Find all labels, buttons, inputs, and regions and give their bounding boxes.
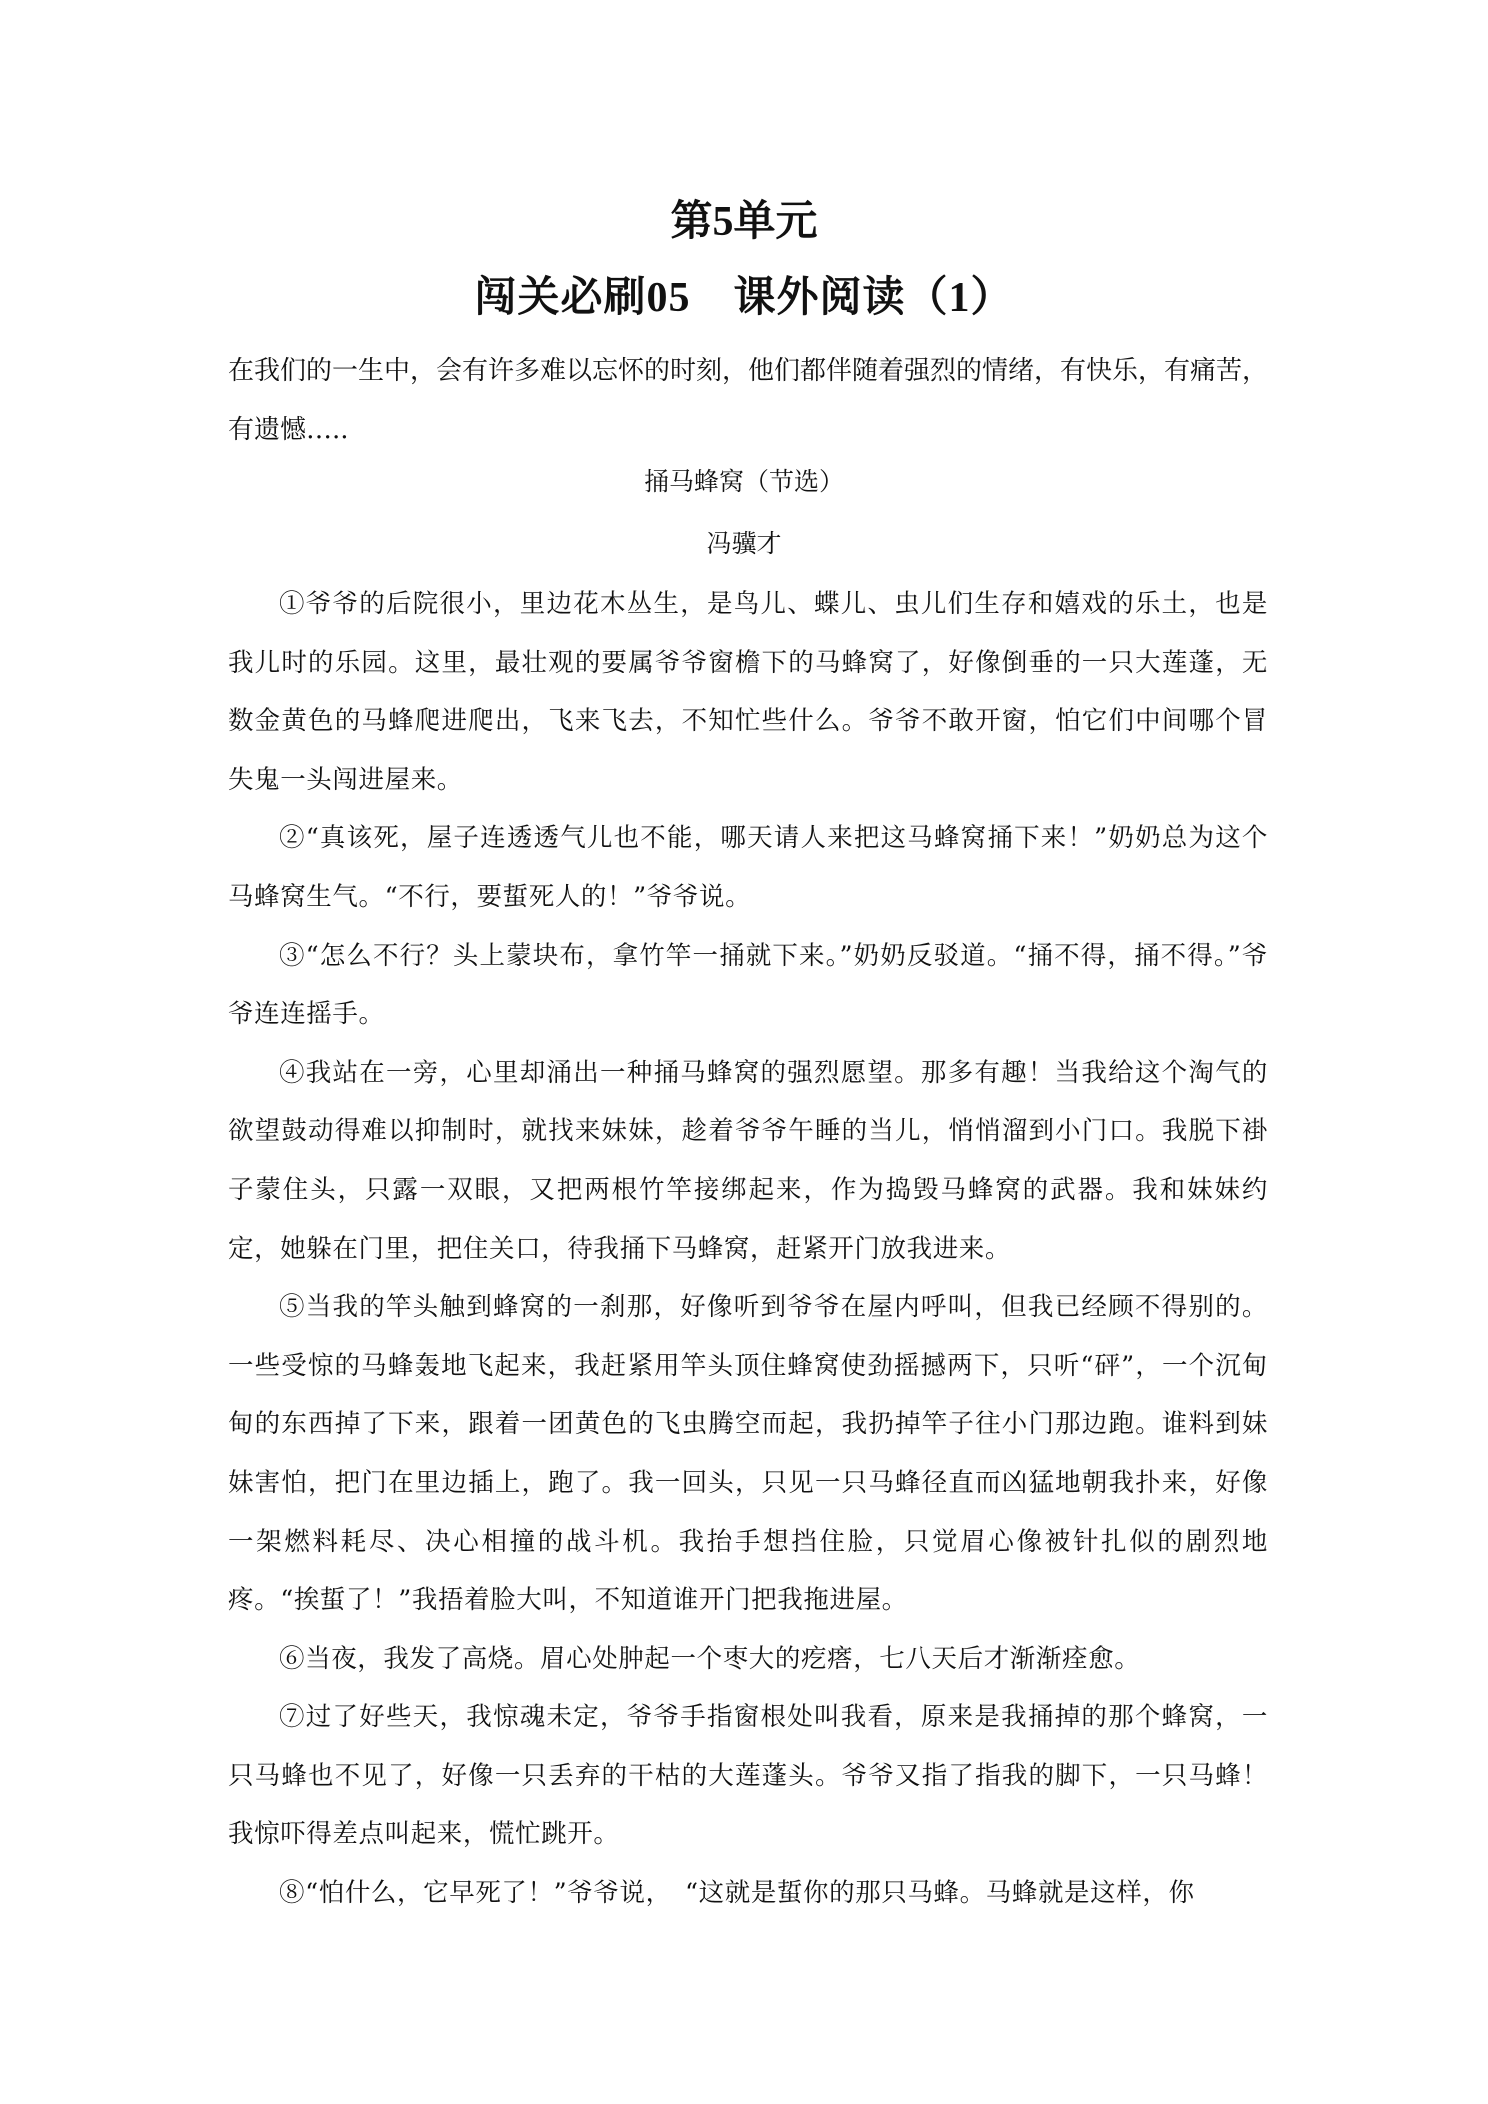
article-body <box>228 575 1268 1923</box>
unit-title: 第5单元 <box>670 199 818 245</box>
paragraph-1: ①爷爷的后院很小，里边花木丛生，是鸟儿、蝶儿、虫儿们生存和嬉戏的乐土，也是我儿时的乐园。这里，最壮观的要属爷爷窗檐下的马蜂窝了，好像倒垂的一只大莲蓬，无数金黄色的马蜂爬进爬出，飞来飞去，不知忙些什么。爷爷不敢开窗，怕它们中间哪个冒失鬼一头闯进屋来。 <box>228 589 1268 795</box>
paragraph-5: ⑤当我的竿头触到蜂窝的一刹那，好像听到爷爷在屋内呼叫，但我已经顾不得别的。一些受惊的马蜂轰地飞起来，我赶紧用竿头顶住蜂窝使劲摇撼两下，只听“砰”，一个沉甸甸的东西掉了下来，跟着一团黄色的飞虫腾空而起，我扔掉竿子往小门那边跑。谁料到妹妹害怕，把门在里边插上，跑了。我一回头，只见一只马蜂径直而凶猛地朝我扑来，好像一架燃料耗尽、决心相撞的战斗机。我抬手想挡住脸，只觉眉心像被针扎似的剧烈地疼。“挨蜇了！”我捂着脸大叫，不知道谁开门把我拖进屋。 <box>228 1292 1268 1616</box>
lesson-title: 闯关必刷05 课外阅读（1） <box>474 275 1014 321</box>
article-author: 冯骥才 <box>706 529 782 558</box>
paragraph-3: ③“怎么不行？头上蒙块布，拿竹竿一捅就下来。”奶奶反驳道。“捅不得，捅不得。”爷爷连连摇手。 <box>228 940 1268 1030</box>
intro-paragraph: 在我们的一生中，会有许多难以忘怀的时刻，他们都伴随着强烈的情绪，有快乐，有痛苦，有遗憾….. <box>228 356 1269 445</box>
paragraph-7: ⑦过了好些天，我惊魂未定，爷爷手指窗根处叫我看，原来是我捅掉的那个蜂窝，一只马蜂也不见了，好像一只丢弃的干枯的大莲蓬头。爷爷又指了指我的脚下，一只马蜂！我惊吓得差点叫起来，慌忙跳开。 <box>228 1702 1268 1850</box>
paragraph-8: ⑧“怕什么，它早死了！”爷爷说， “这就是蜇你的那只马蜂。马蜂就是这样，你 <box>279 1878 1195 1909</box>
article-title: 捅马蜂窝（节选） <box>643 467 844 496</box>
paragraph-2: ②“真该死，屋子连透透气儿也不能，哪天请人来把这马蜂窝捅下来！”奶奶总为这个马蜂窝生气。“不行，要蜇死人的！”爷爷说。 <box>228 823 1268 912</box>
paragraph-6: ⑥当夜，我发了高烧。眉心处肿起一个枣大的疙瘩，七八天后才渐渐痊愈。 <box>279 1643 1141 1674</box>
paragraph-4: ④我站在一旁，心里却涌出一种捅马蜂窝的强烈愿望。那多有趣！当我给这个淘气的欲望鼓动得难以抑制时，就找来妹妹，趁着爷爷午睡的当儿，悄悄溜到小门口。我脱下褂子蒙住头，只露一双眼，又把两根竹竿接绑起来，作为捣毁马蜂窝的武器。我和妹妹约定，她躲在门里，把住关口，待我捅下马蜂窝，赶紧开门放我进来。 <box>228 1057 1268 1264</box>
